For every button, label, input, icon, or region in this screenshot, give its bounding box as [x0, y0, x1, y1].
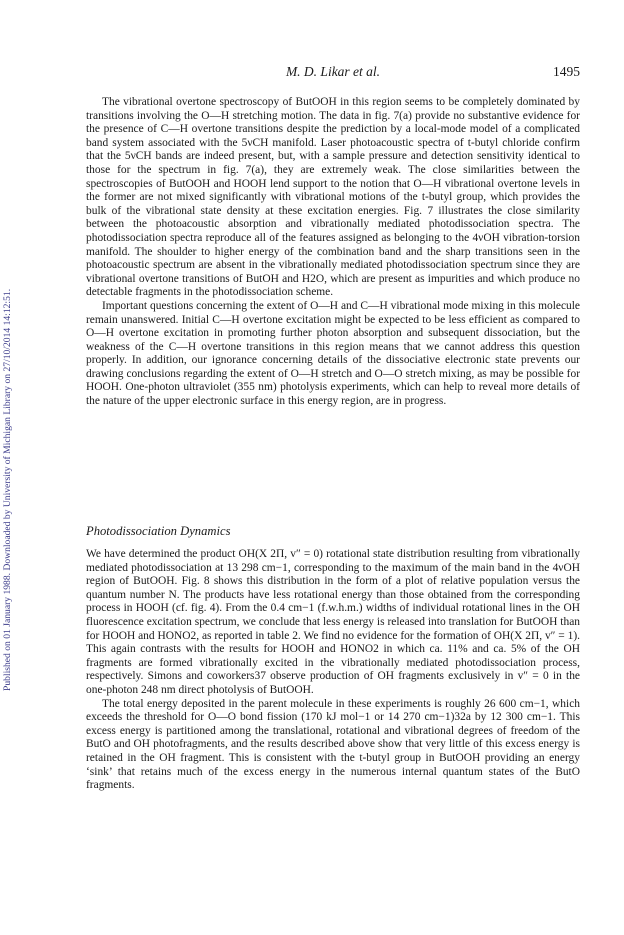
body-text-top: [86, 96, 580, 409]
paragraph-rotational-distribution: We have determined the product OH(X 2Π, v″ = 0) rotational state distribution resulting from vibrationally mediated photodissociation at 13 298 cm−1, corresponding to the maximum of the main band in the 4νOH region of ButOOH. Fig. 8 shows this distribution in the form of a plot of relative population versus the quantum number N. The products have less rotational energy than those obtained from the corresponding process in HOOH (cf. fig. 4). From the 0.4 cm−1 (f.w.h.m.) widths of individual rotational lines in the OH fluorescence excitation spectrum, we conclude that less energy is released into translation for ButOOH than for HOOH and HONO2, as reported in table 2. We find no evidence for the formation of OH(X 2Π, v″ = 1). This again contrasts with the results for HOOH and HONO2 in which ca. 11% and ca. 5% of the OH fragments are formed vibrationally excited in the vibrationally mediated photodissociation process, respectively. Simons and coworkers37 observe production of OH fragments exclusively in v″ = 0 in the one-photon 248 nm direct photolysis of ButOOH.: [86, 548, 580, 696]
body-text-bottom: [86, 548, 580, 793]
paragraph-mode-mixing: Important questions concerning the extent of O—H and C—H vibrational mode mixing in this molecule remain unanswered. Initial C—H overtone excitation might be expected to be less efficient as compared to O—H overtone excitation in promoting further photon absorption and subsequent dissociation, but the weakness of the C—H overtone transitions in this region means that we cannot address this question properly. In addition, our ignorance concerning details of the dissociative electronic state prevents our drawing conclusions regarding the extent of O—H stretch and O—O stretch mixing, as may be possible for HOOH. One-photon ultraviolet (355 nm) photolysis experiments, which can help to reveal more details of the nature of the upper electronic surface in this energy region, are in progress.: [86, 299, 580, 408]
download-watermark: Published on 01 January 1988. Downloaded by University of Michigan Library on 27/10/2014 14:12:51.: [2, 288, 13, 692]
section-heading: Photodissociation Dynamics: [86, 524, 231, 538]
running-header: [86, 64, 580, 82]
page-number: 1495: [553, 64, 580, 79]
paragraph-overtone-spectroscopy: The vibrational overtone spectroscopy of ButOOH in this region seems to be completely dominated by transitions involving the O—H stretching motion. The data in fig. 7(a) provide no substantive evidence for the presence of C—H overtone transitions despite the prediction by a local-mode model of a complicated band system associated with the 5νCH manifold. Laser photoacoustic spectra of t-butyl chloride confirm that the 5νCH bands are indeed present, but, with a sample pressure and detection sensitivity identical to those for the spectrum in fig. 7(a), they are extremely weak. The close similarities between the spectroscopies of ButOOH and HOOH lend support to the notion that O—H vibrational overtone levels in the former are not mixed significantly with vibrational motions of the t-butyl group, which provides the bulk of the vibrational state density at these excitation energies. Fig. 7 illustrates the close similarity between the photoacoustic absorption and vibrationally mediated photodissociation spectra. The photodissociation spectra reproduce all of the features assigned as belonging to the 4νOH vibration-torsion manifold. The shoulder to higher energy of the combination band and the sharp transitions seen in the photoacoustic spectrum are absent in the vibrationally mediated photodissociation spectrum since they are vibrational overtone transitions of ButOH and H2O, which are present as impurities and which produce no detectable fragments in the photodissociation scheme.: [86, 96, 580, 299]
paragraph-energy-partition: The total energy deposited in the parent molecule in these experiments is roughly 26 600 cm−1, which exceeds the threshold for O—O bond fission (170 kJ mol−1 or 14 270 cm−1)32a by 12 300 cm−1. This excess energy is partitioned among the translational, rotational and vibrational degrees of freedom of the ButO and OH photofragments, and the results described above show that very little of this excess energy is retained in the OH fragment. This is consistent with the t-butyl group in ButOOH providing an energy ‘sink’ that retains much of the excess energy in the numerous internal quantum states of the ButO fragments.: [86, 697, 580, 792]
running-head-authors: M. D. Likar et al.: [285, 64, 381, 79]
